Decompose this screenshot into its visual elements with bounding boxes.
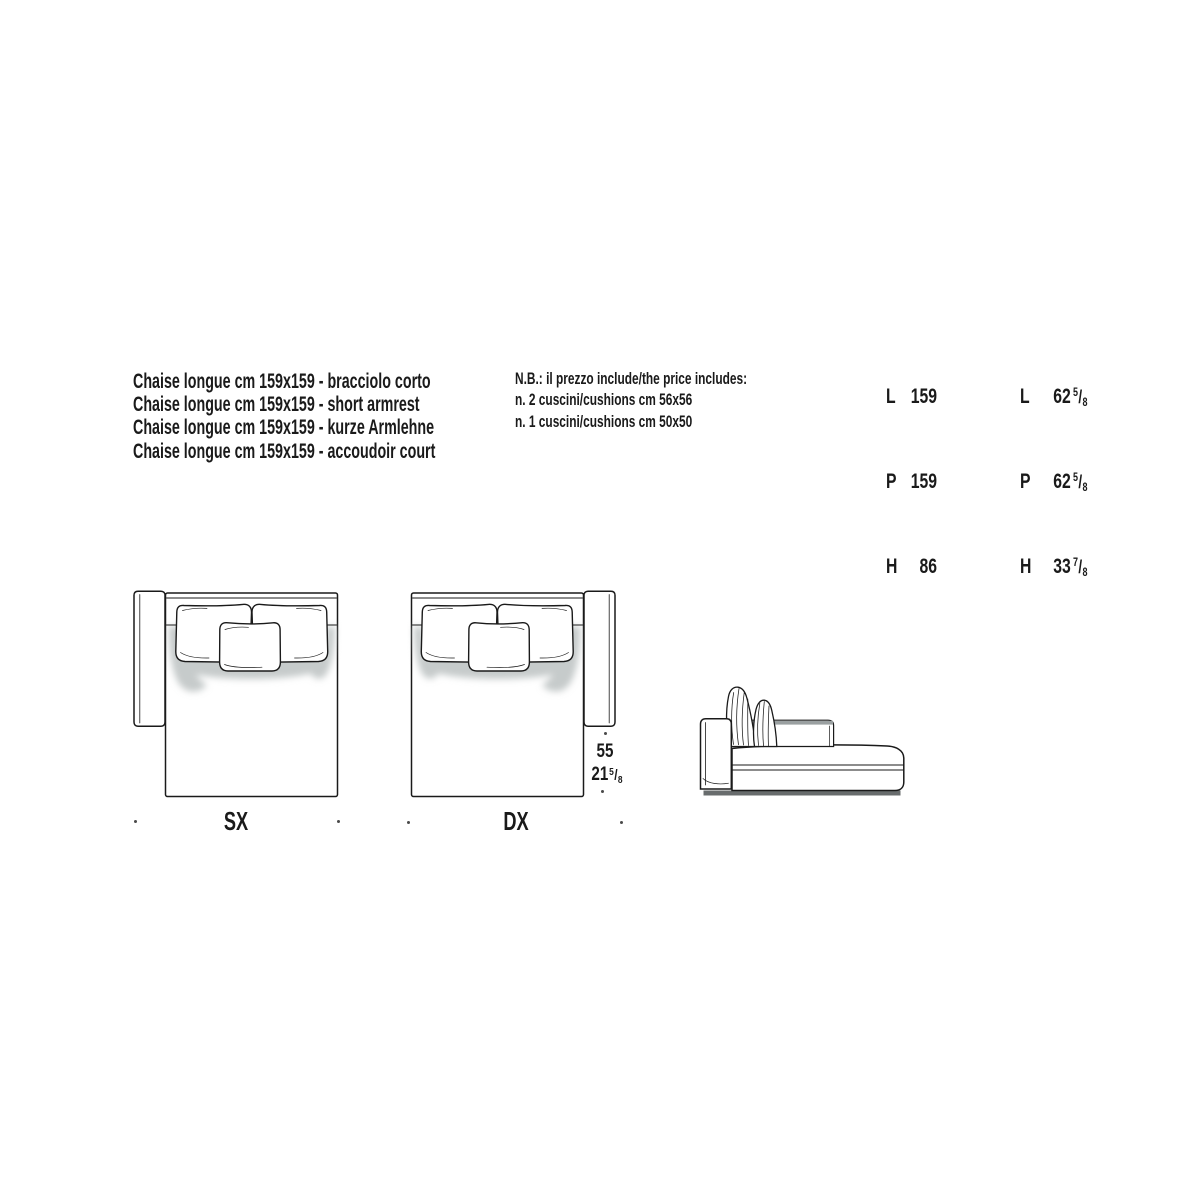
fraction-numerator: 5 xyxy=(1072,385,1078,399)
fraction-slash: / xyxy=(614,767,618,784)
dimension-whole: 62 xyxy=(1053,470,1071,493)
dimension-label: P xyxy=(1020,470,1031,493)
fraction xyxy=(1073,387,1088,408)
fraction-denominator: 8 xyxy=(1082,480,1088,494)
back-cushion-right xyxy=(754,700,777,746)
reference-dot xyxy=(337,820,340,823)
dimension-value xyxy=(1053,470,1087,494)
fraction xyxy=(1073,472,1088,493)
dimension-label: H xyxy=(886,555,898,578)
side-armrest xyxy=(701,719,732,789)
price-note-line: n. 2 cuscini/cushions cm 56x56 xyxy=(515,390,693,410)
dimension-dot xyxy=(604,732,607,735)
dimension-imperial-length xyxy=(1020,385,1088,409)
armrest-depth-cm: 55 xyxy=(596,741,614,762)
dimension-label: L xyxy=(886,385,896,408)
dimension-imperial-depth xyxy=(1020,470,1088,494)
dimension-dot xyxy=(601,790,604,793)
fraction-denominator: 8 xyxy=(617,773,623,786)
dimension-whole: 33 xyxy=(1053,555,1071,578)
dimension-imperial-height xyxy=(1020,555,1088,579)
reference-dot xyxy=(134,820,137,823)
price-note-line: N.B.: il prezzo include/the price includes: xyxy=(515,369,748,388)
fraction xyxy=(609,767,622,784)
dimension-label: H xyxy=(1020,555,1032,578)
product-description-line-fr: Chaise longue cm 159x159 - accoudoir court xyxy=(133,439,436,463)
dimension-value: 159 xyxy=(910,470,937,493)
fraction-slash: / xyxy=(1078,472,1083,492)
fraction-slash: / xyxy=(1078,557,1083,577)
view-label-sx: SX xyxy=(223,806,249,836)
product-description-line-de: Chaise longue cm 159x159 - kurze Armlehne xyxy=(133,416,435,440)
price-note-block xyxy=(515,368,747,432)
dimension-value xyxy=(1053,555,1087,579)
armrest-depth-inches xyxy=(583,764,631,786)
seat-base xyxy=(732,745,904,791)
fraction-denominator: 8 xyxy=(1082,395,1088,409)
product-description-block xyxy=(133,370,435,463)
dimension-metric-depth xyxy=(886,470,937,494)
side-view-drawing xyxy=(695,680,910,800)
product-description-line-it: Chaise longue cm 159x159 - bracciolo corto xyxy=(133,370,431,393)
dimension-value xyxy=(1053,385,1087,409)
dimension-value: 86 xyxy=(919,555,937,578)
reference-dot xyxy=(407,821,410,824)
dimension-label: P xyxy=(886,470,897,493)
fraction-denominator: 8 xyxy=(1082,565,1088,579)
dimension-value: 159 xyxy=(910,385,937,408)
reference-dot xyxy=(620,821,623,824)
fraction-slash: / xyxy=(1078,387,1083,407)
product-description-line-en: Chaise longue cm 159x159 - short armrest xyxy=(133,393,420,417)
dimension-whole: 21 xyxy=(591,764,609,785)
dimension-metric-height xyxy=(886,555,937,579)
fraction-numerator: 5 xyxy=(609,766,614,778)
dimension-whole: 62 xyxy=(1053,385,1071,408)
dimension-label: L xyxy=(1020,385,1030,408)
dimension-metric-length xyxy=(886,385,937,409)
price-note-line: n. 1 cuscini/cushions cm 50x50 xyxy=(515,411,693,431)
top-view-sx-drawing xyxy=(130,584,342,800)
fraction-numerator: 5 xyxy=(1072,470,1078,484)
view-label-dx: DX xyxy=(503,806,529,836)
fraction xyxy=(1073,557,1088,578)
fraction-numerator: 7 xyxy=(1072,555,1078,569)
